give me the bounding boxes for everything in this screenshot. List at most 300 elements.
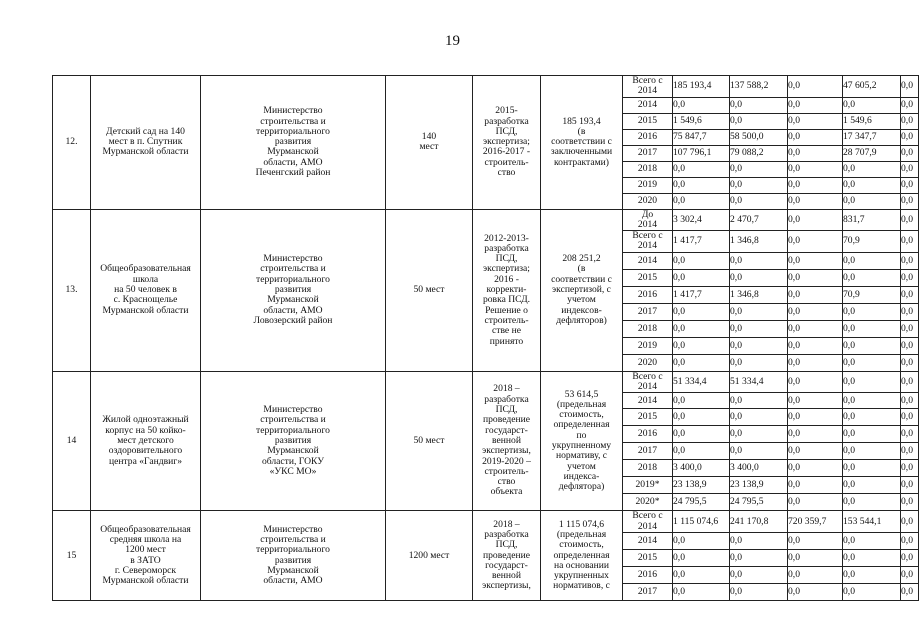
value-cell: 0,0 (901, 371, 919, 393)
table-row (53, 76, 919, 98)
text-line: области, АМО (263, 575, 323, 587)
value-cell: 51 334,4 (673, 371, 730, 393)
text-line: Общеобразовательная (100, 523, 191, 535)
value-cell: 0,0 (843, 193, 901, 209)
text-line: «УКС МО» (269, 465, 317, 477)
text-line: ПСД, (495, 404, 518, 416)
text-line: 2020 (637, 356, 658, 368)
value-cell: 0,0 (673, 177, 730, 193)
value-cell: 0,0 (673, 97, 730, 113)
text-line: 1 115 074,6 (558, 518, 605, 530)
table-row (53, 209, 919, 231)
text-line: 2018 – (493, 383, 520, 395)
text-line: 2017 (637, 445, 658, 457)
year-cell (623, 76, 673, 98)
value-cell: 0,0 (901, 129, 919, 145)
text-line: мест в п. Спутник (108, 136, 183, 148)
year-cell (623, 583, 673, 600)
value-cell: 0,0 (788, 583, 843, 600)
value-cell: 0,0 (901, 145, 919, 161)
value-cell: 1 549,6 (843, 113, 901, 129)
text-line: заключенными (550, 146, 613, 158)
text-line: Мурманской области (102, 304, 189, 316)
value-cell: 0,0 (843, 303, 901, 320)
value-cell: 0,0 (901, 532, 919, 549)
text-line: на основании (553, 559, 610, 571)
text-line: 2015- (495, 105, 518, 117)
value-cell: 0,0 (788, 371, 843, 393)
text-line: 2016-2017 - (482, 146, 531, 158)
text-line: (в (577, 263, 586, 275)
value-cell: 185 193,4 (673, 76, 730, 98)
text-line: 2014 (637, 218, 658, 230)
text-line: средняя школа на (109, 534, 182, 546)
value-cell: 0,0 (673, 409, 730, 426)
text-line: Печенгский район (255, 167, 331, 179)
text-line: оздоровительного (108, 445, 183, 457)
text-line: 2014 (637, 85, 658, 97)
text-line: Всего с (632, 510, 663, 522)
text-line: экспертиза; (483, 263, 530, 275)
value-cell: 0,0 (788, 97, 843, 113)
value-cell: 0,0 (788, 252, 843, 269)
text-line: 2017 (637, 146, 658, 158)
value-cell: 0,0 (673, 443, 730, 460)
value-cell: 0,0 (901, 303, 919, 320)
text-line: Ловозерский район (253, 314, 333, 326)
text-line: Жилой одноэтажный (102, 414, 189, 426)
text-line: проведение (483, 549, 530, 561)
text-line: Министерство (263, 253, 323, 265)
value-cell: 0,0 (788, 443, 843, 460)
value-cell: 0,0 (843, 371, 901, 393)
text-line: 2015 (637, 551, 658, 563)
value-cell: 137 588,2 (730, 76, 788, 98)
value-cell: 0,0 (673, 252, 730, 269)
value-cell: 23 138,9 (673, 477, 730, 494)
text-line: разработка (484, 393, 529, 405)
text-line: с. Краснощелье (113, 294, 178, 306)
text-line: Мурманской (267, 294, 319, 306)
capacity-cell (386, 76, 473, 210)
value-cell: 0,0 (843, 566, 901, 583)
text-line: разработка (484, 242, 529, 254)
value-cell: 1 115 074,6 (673, 511, 730, 533)
text-line: строитель- (484, 156, 529, 168)
value-cell: 79 088,2 (730, 145, 788, 161)
value-cell: 0,0 (788, 354, 843, 371)
text-line: 53 614,5 (564, 388, 599, 400)
value-cell: 0,0 (730, 303, 788, 320)
stage-cell (473, 511, 541, 601)
year-cell (623, 477, 673, 494)
year-cell (623, 193, 673, 209)
text-line: развития (274, 434, 312, 446)
value-cell: 28 707,9 (843, 145, 901, 161)
value-cell: 0,0 (843, 337, 901, 354)
text-line: ПСД, (495, 539, 518, 551)
value-cell: 0,0 (788, 129, 843, 145)
value-cell: 0,0 (730, 443, 788, 460)
capacity-cell (386, 511, 473, 601)
value-cell: 0,0 (901, 252, 919, 269)
estimated-cost-cell (541, 76, 623, 210)
value-cell: 0,0 (788, 460, 843, 477)
value-cell: 51 334,4 (730, 371, 788, 393)
project-number-cell: 12. (53, 76, 91, 210)
text-line: ПСД, (495, 125, 518, 137)
text-line: 50 мест (413, 434, 445, 446)
value-cell: 0,0 (901, 177, 919, 193)
text-line: ровка ПСД. (482, 294, 531, 306)
value-cell: 0,0 (901, 76, 919, 98)
value-cell: 0,0 (730, 354, 788, 371)
year-cell (623, 371, 673, 393)
value-cell: 0,0 (843, 549, 901, 566)
value-cell: 0,0 (788, 269, 843, 286)
customer-cell (201, 371, 386, 511)
value-cell: 3 302,4 (673, 209, 730, 231)
year-cell (623, 426, 673, 443)
value-cell: 1 346,8 (730, 231, 788, 253)
value-cell: 0,0 (901, 209, 919, 231)
text-line: дефляторов) (556, 314, 607, 326)
text-line: венной (492, 570, 521, 582)
project-name-cell (91, 209, 201, 371)
value-cell: 0,0 (843, 252, 901, 269)
value-cell: 153 544,1 (843, 511, 901, 533)
value-cell: 107 796,1 (673, 145, 730, 161)
text-line: соответствии с (551, 273, 612, 285)
investment-table (52, 75, 919, 601)
value-cell: 58 500,0 (730, 129, 788, 145)
text-line: школа (132, 273, 159, 285)
page-number: 19 (445, 33, 460, 49)
value-cell: 3 400,0 (730, 460, 788, 477)
text-line: 2015 (637, 271, 658, 283)
text-line: Министерство (263, 404, 323, 416)
text-line: строительства и (260, 115, 326, 127)
text-line: 140 (421, 131, 437, 142)
value-cell: 0,0 (730, 113, 788, 129)
value-cell: 0,0 (788, 113, 843, 129)
text-line: 2014 (637, 254, 658, 266)
year-cell (623, 161, 673, 177)
year-cell (623, 113, 673, 129)
value-cell: 0,0 (901, 426, 919, 443)
value-cell: 0,0 (673, 337, 730, 354)
value-cell: 24 795,5 (730, 494, 788, 511)
estimated-cost-cell (541, 371, 623, 511)
value-cell: 0,0 (788, 532, 843, 549)
value-cell: 0,0 (730, 426, 788, 443)
value-cell: 0,0 (843, 161, 901, 177)
project-number-cell: 13. (53, 209, 91, 371)
text-line: строительства и (260, 263, 326, 275)
value-cell: 0,0 (901, 549, 919, 566)
value-cell: 1 346,8 (730, 286, 788, 303)
value-cell: 0,0 (730, 583, 788, 600)
value-cell: 0,0 (901, 477, 919, 494)
text-line: 2016 (637, 130, 658, 142)
text-line: разработка (484, 115, 529, 127)
estimated-cost-cell (541, 511, 623, 601)
text-line: Детский сад на 140 (106, 125, 185, 137)
value-cell: 0,0 (673, 193, 730, 209)
value-cell: 0,0 (901, 161, 919, 177)
value-cell: 0,0 (730, 320, 788, 337)
value-cell: 0,0 (673, 532, 730, 549)
text-line: 2014 (637, 534, 658, 546)
value-cell: 0,0 (788, 145, 843, 161)
value-cell: 0,0 (901, 286, 919, 303)
text-line: развития (274, 554, 312, 566)
text-line: центра «Гандвиг» (108, 455, 183, 467)
text-line: 2020* (635, 496, 660, 508)
text-line: ПСД, (495, 253, 518, 265)
text-line: (предельная (556, 398, 607, 410)
text-line: 2016 (637, 568, 658, 580)
value-cell: 0,0 (788, 76, 843, 98)
text-line: венной (492, 434, 521, 446)
value-cell: 0,0 (788, 494, 843, 511)
stage-cell (473, 371, 541, 511)
value-cell: 0,0 (843, 354, 901, 371)
value-cell: 0,0 (730, 97, 788, 113)
text-line: Всего с (632, 370, 663, 382)
value-cell: 0,0 (843, 494, 901, 511)
value-cell: 0,0 (730, 549, 788, 566)
customer-cell (201, 209, 386, 371)
value-cell: 0,0 (901, 193, 919, 209)
project-number-cell: 14 (53, 371, 91, 511)
value-cell: 0,0 (901, 320, 919, 337)
year-cell (623, 393, 673, 409)
text-line: государст- (485, 424, 528, 436)
text-line: 2020 (637, 194, 658, 206)
text-line: строительства и (260, 414, 326, 426)
text-line: 2014 (637, 394, 658, 406)
year-cell (623, 97, 673, 113)
text-line: корпус на 50 койко- (105, 424, 186, 436)
text-line: экспертиза; (483, 136, 530, 148)
text-line: 2018 (637, 162, 658, 174)
year-cell (623, 177, 673, 193)
text-line: 2018 (637, 322, 658, 334)
value-cell: 0,0 (788, 393, 843, 409)
value-cell: 0,0 (673, 320, 730, 337)
year-cell (623, 252, 673, 269)
value-cell: 0,0 (843, 532, 901, 549)
text-line: на 50 человек в (114, 284, 177, 296)
value-cell: 0,0 (901, 460, 919, 477)
year-cell (623, 129, 673, 145)
text-line: корректи- (486, 284, 527, 296)
text-line: проведение (483, 414, 530, 426)
text-line: области, АМО (263, 156, 323, 168)
text-line: территориального (256, 273, 330, 285)
value-cell: 0,0 (901, 354, 919, 371)
value-cell: 0,0 (673, 161, 730, 177)
value-cell: 3 400,0 (673, 460, 730, 477)
text-line: 2017 (637, 585, 658, 597)
text-line: Общеобразовательная (100, 263, 191, 275)
text-line: объекта (490, 486, 523, 498)
value-cell: 0,0 (843, 426, 901, 443)
value-cell: 0,0 (843, 477, 901, 494)
value-cell: 0,0 (788, 337, 843, 354)
text-line: Министерство (263, 523, 323, 535)
year-cell (623, 409, 673, 426)
value-cell: 0,0 (843, 177, 901, 193)
text-line: Мурманской (267, 146, 319, 158)
value-cell: 0,0 (788, 209, 843, 231)
value-cell: 0,0 (673, 269, 730, 286)
value-cell: 0,0 (788, 477, 843, 494)
text-line: 2016 (637, 288, 658, 300)
text-line: определенная (553, 419, 610, 431)
text-line: области, ГОКУ (261, 455, 325, 467)
value-cell: 0,0 (788, 426, 843, 443)
value-cell: 1 417,7 (673, 286, 730, 303)
table-row (53, 371, 919, 393)
value-cell: 24 795,5 (673, 494, 730, 511)
value-cell: 0,0 (730, 566, 788, 583)
value-cell: 1 549,6 (673, 113, 730, 129)
capacity-cell (386, 371, 473, 511)
stage-cell (473, 209, 541, 371)
year-cell (623, 532, 673, 549)
text-line: по (576, 429, 587, 441)
text-line: ство (497, 476, 516, 488)
value-cell: 0,0 (901, 231, 919, 253)
text-line: в ЗАТО (130, 554, 161, 566)
value-cell: 0,0 (843, 583, 901, 600)
project-name-cell (91, 511, 201, 601)
text-line: 2016 - (494, 273, 519, 285)
text-line: 2017 (637, 305, 658, 317)
value-cell: 0,0 (843, 409, 901, 426)
value-cell: 0,0 (673, 354, 730, 371)
text-line: стоимость, (559, 539, 604, 551)
text-line: строительства и (260, 534, 326, 546)
text-line: 2016 (637, 428, 658, 440)
text-line: Министерство (263, 105, 323, 117)
value-cell: 0,0 (673, 426, 730, 443)
text-line: области, АМО (263, 304, 323, 316)
text-line: укрупненному (551, 440, 612, 452)
text-line: контрактами) (554, 156, 609, 168)
text-line: экспертизы, (482, 580, 531, 592)
value-cell: 0,0 (788, 177, 843, 193)
text-line: стве не (492, 325, 521, 337)
value-cell: 0,0 (901, 113, 919, 129)
value-cell: 0,0 (788, 193, 843, 209)
text-line: 1200 мест (408, 549, 450, 561)
text-line: ство (497, 167, 516, 179)
capacity-cell (386, 209, 473, 371)
value-cell: 2 470,7 (730, 209, 788, 231)
estimated-cost-cell (541, 209, 623, 371)
text-line: 2015 (637, 114, 658, 126)
text-line: 208 251,2 (562, 253, 601, 265)
text-line: 185 193,4 (562, 115, 601, 127)
text-line: учетом (567, 460, 596, 472)
text-line: учетом (567, 294, 596, 306)
value-cell: 0,0 (730, 269, 788, 286)
value-cell: 0,0 (788, 409, 843, 426)
year-cell (623, 460, 673, 477)
value-cell: 0,0 (730, 409, 788, 426)
year-cell (623, 145, 673, 161)
text-line: развития (274, 136, 312, 148)
value-cell: 0,0 (673, 549, 730, 566)
year-cell (623, 337, 673, 354)
text-line: Решение о (485, 304, 528, 316)
text-line: 2014 (637, 381, 658, 393)
value-cell: 0,0 (788, 303, 843, 320)
text-line: индексов- (561, 304, 602, 316)
value-cell: 0,0 (730, 337, 788, 354)
value-cell: 0,0 (843, 97, 901, 113)
text-line: Мурманской (267, 564, 319, 576)
value-cell: 47 605,2 (843, 76, 901, 98)
value-cell: 0,0 (901, 393, 919, 409)
value-cell: 0,0 (788, 231, 843, 253)
value-cell: 70,9 (843, 231, 901, 253)
text-line: укрупненных (554, 570, 609, 582)
project-number-cell: 15 (53, 511, 91, 601)
text-line: экспертизой, с (552, 284, 611, 296)
text-line: До (641, 208, 654, 220)
year-cell (623, 494, 673, 511)
text-line: принято (489, 335, 524, 347)
text-line: индекса- (563, 470, 600, 482)
value-cell: 0,0 (673, 303, 730, 320)
text-line: территориального (256, 125, 330, 137)
text-line: территориального (256, 424, 330, 436)
value-cell: 75 847,7 (673, 129, 730, 145)
project-name-cell (91, 371, 201, 511)
text-line: 2014 (637, 98, 658, 110)
value-cell: 0,0 (901, 566, 919, 583)
value-cell: 0,0 (730, 393, 788, 409)
value-cell: 0,0 (730, 252, 788, 269)
year-cell (623, 231, 673, 253)
year-cell (623, 269, 673, 286)
value-cell: 0,0 (901, 409, 919, 426)
text-line: дефлятора) (558, 481, 605, 493)
value-cell: 0,0 (730, 161, 788, 177)
text-line: (предельная (556, 528, 607, 540)
value-cell: 0,0 (901, 583, 919, 600)
text-line: 2019* (635, 479, 660, 491)
value-cell: 0,0 (788, 566, 843, 583)
text-line: 2018 (637, 462, 658, 474)
year-cell (623, 303, 673, 320)
text-line: 2019-2020 – (482, 455, 531, 467)
value-cell: 720 359,7 (788, 511, 843, 533)
value-cell: 0,0 (901, 97, 919, 113)
text-line: строитель- (484, 465, 529, 477)
customer-cell (201, 76, 386, 210)
value-cell: 70,9 (843, 286, 901, 303)
text-line: 1200 мест (125, 544, 166, 556)
value-cell: 241 170,8 (730, 511, 788, 533)
customer-cell (201, 511, 386, 601)
text-line: 2012-2013- (484, 232, 529, 244)
value-cell: 0,0 (788, 286, 843, 303)
